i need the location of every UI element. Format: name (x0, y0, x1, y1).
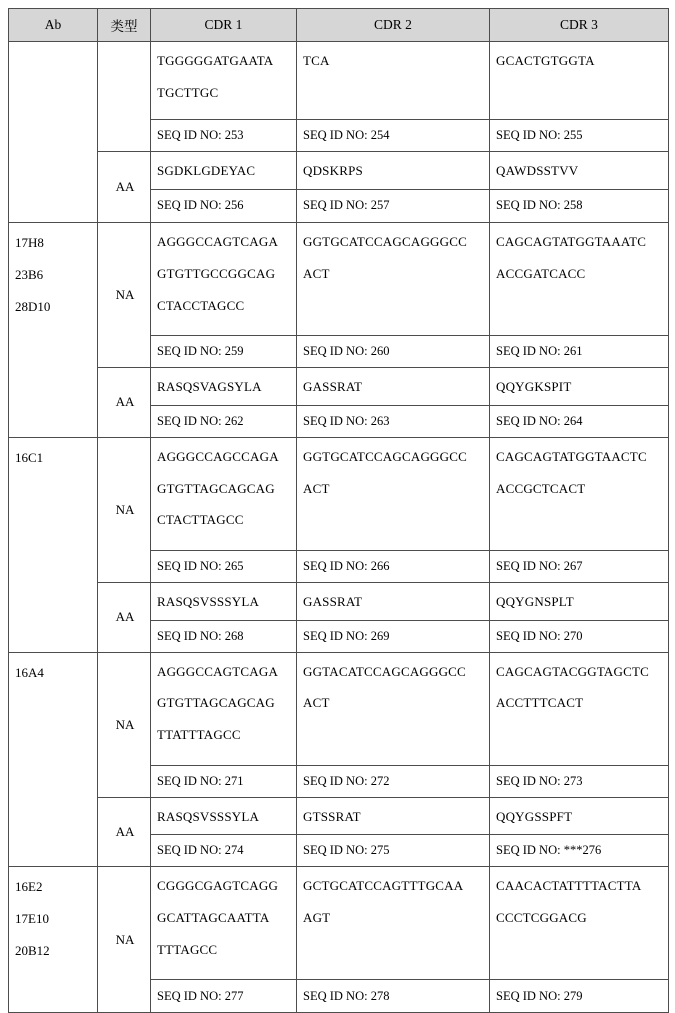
cdr3-na-sequence: CAACACTATTTTACTTA CCCTCGGACG (490, 867, 669, 980)
cdr1-na-sequence: CGGGCGAGTCAGG GCATTAGCAATTA TTTAGCC (151, 867, 297, 980)
cdr1-na-sequence: AGGGCCAGTCAGA GTGTTAGCAGCAG TTATTTAGCC (151, 652, 297, 765)
cdr3-seq-id: SEQ ID NO: 279 (490, 980, 669, 1013)
cdr1-aa-sequence: SGDKLGDEYAC (151, 152, 297, 190)
cdr2-na-sequence: GGTACATCCAGCAGGGCC ACT (297, 652, 490, 765)
table-row (9, 797, 669, 835)
cdr3-seq-id: SEQ ID NO: 261 (490, 335, 669, 367)
ab-cell (9, 42, 98, 223)
cdr2-seq-id: SEQ ID NO: 266 (297, 550, 490, 582)
cdr2-na-sequence: TCA (297, 42, 490, 120)
cdr2-seq-id: SEQ ID NO: 263 (297, 405, 490, 437)
type-cell-aa: AA (98, 797, 151, 867)
col-header-cdr3: CDR 3 (490, 9, 669, 42)
cdr1-seq-id: SEQ ID NO: 253 (151, 120, 297, 152)
cdr1-seq-id: SEQ ID NO: 277 (151, 980, 297, 1013)
type-cell-na (98, 42, 151, 152)
col-header-cdr2: CDR 2 (297, 9, 490, 42)
cdr2-aa-sequence: GTSSRAT (297, 797, 490, 835)
cdr2-seq-id: SEQ ID NO: 275 (297, 835, 490, 867)
cdr2-na-sequence: GGTGCATCCAGCAGGGCC ACT (297, 437, 490, 550)
cdr1-aa-sequence: RASQSVAGSYLA (151, 367, 297, 405)
cdr3-na-sequence: CAGCAGTATGGTAACTC ACCGCTCACT (490, 437, 669, 550)
cdr3-seq-id: SEQ ID NO: 255 (490, 120, 669, 152)
table-row (9, 867, 669, 980)
table-row (9, 367, 669, 405)
cdr3-na-sequence: CAGCAGTATGGTAAATC ACCGATCACC (490, 222, 669, 335)
cdr3-seq-id: SEQ ID NO: ***276 (490, 835, 669, 867)
cdr2-seq-id: SEQ ID NO: 254 (297, 120, 490, 152)
cdr3-seq-id: SEQ ID NO: 267 (490, 550, 669, 582)
type-cell-aa: AA (98, 582, 151, 652)
cdr2-seq-id: SEQ ID NO: 269 (297, 620, 490, 652)
ab-cell: 16E2 17E10 20B12 (9, 867, 98, 1013)
cdr1-seq-id: SEQ ID NO: 268 (151, 620, 297, 652)
table-row (9, 222, 669, 335)
cdr1-seq-id: SEQ ID NO: 265 (151, 550, 297, 582)
cdr3-aa-sequence: QQYGNSPLT (490, 582, 669, 620)
cdr1-seq-id: SEQ ID NO: 271 (151, 765, 297, 797)
ab-cell: 16C1 (9, 437, 98, 652)
ab-cell: 17H8 23B6 28D10 (9, 222, 98, 437)
cdr-sequence-table (8, 8, 669, 1013)
cdr1-aa-sequence: RASQSVSSSYLA (151, 797, 297, 835)
cdr2-seq-id: SEQ ID NO: 257 (297, 189, 490, 222)
cdr2-na-sequence: GCTGCATCCAGTTTGCAA AGT (297, 867, 490, 980)
cdr3-seq-id: SEQ ID NO: 258 (490, 189, 669, 222)
cdr1-seq-id: SEQ ID NO: 259 (151, 335, 297, 367)
cdr1-seq-id: SEQ ID NO: 274 (151, 835, 297, 867)
table-row (9, 152, 669, 190)
cdr2-na-sequence: GGTGCATCCAGCAGGGCC ACT (297, 222, 490, 335)
type-cell-na: NA (98, 652, 151, 797)
cdr2-seq-id: SEQ ID NO: 278 (297, 980, 490, 1013)
cdr3-na-sequence: GCACTGTGGTA (490, 42, 669, 120)
table-row (9, 437, 669, 550)
cdr2-aa-sequence: QDSKRPS (297, 152, 490, 190)
cdr1-seq-id: SEQ ID NO: 256 (151, 189, 297, 222)
type-cell-na: NA (98, 867, 151, 1013)
cdr3-seq-id: SEQ ID NO: 273 (490, 765, 669, 797)
type-cell-aa: AA (98, 152, 151, 223)
cdr1-na-sequence: AGGGCCAGCCAGA GTGTTAGCAGCAG CTACTTAGCC (151, 437, 297, 550)
type-cell-na: NA (98, 222, 151, 367)
table-row (9, 652, 669, 765)
cdr3-seq-id: SEQ ID NO: 270 (490, 620, 669, 652)
table-row (9, 42, 669, 120)
cdr3-aa-sequence: QAWDSSTVV (490, 152, 669, 190)
header-row (9, 9, 669, 42)
cdr2-seq-id: SEQ ID NO: 272 (297, 765, 490, 797)
cdr1-seq-id: SEQ ID NO: 262 (151, 405, 297, 437)
cdr1-aa-sequence: RASQSVSSSYLA (151, 582, 297, 620)
table-row (9, 582, 669, 620)
col-header-cdr1: CDR 1 (151, 9, 297, 42)
cdr3-na-sequence: CAGCAGTACGGTAGCTC ACCTTTCACT (490, 652, 669, 765)
type-cell-na: NA (98, 437, 151, 582)
cdr1-na-sequence: AGGGCCAGTCAGA GTGTTGCCGGCAG CTACCTAGCC (151, 222, 297, 335)
cdr1-na-sequence: TGGGGGATGAATA TGCTTGC (151, 42, 297, 120)
col-header-type: 类型 (98, 9, 151, 42)
col-header-ab: Ab (9, 9, 98, 42)
ab-cell: 16A4 (9, 652, 98, 867)
cdr3-aa-sequence: QQYGKSPIT (490, 367, 669, 405)
cdr3-seq-id: SEQ ID NO: 264 (490, 405, 669, 437)
cdr2-aa-sequence: GASSRAT (297, 582, 490, 620)
cdr2-aa-sequence: GASSRAT (297, 367, 490, 405)
cdr3-aa-sequence: QQYGSSPFT (490, 797, 669, 835)
cdr2-seq-id: SEQ ID NO: 260 (297, 335, 490, 367)
type-cell-aa: AA (98, 367, 151, 437)
